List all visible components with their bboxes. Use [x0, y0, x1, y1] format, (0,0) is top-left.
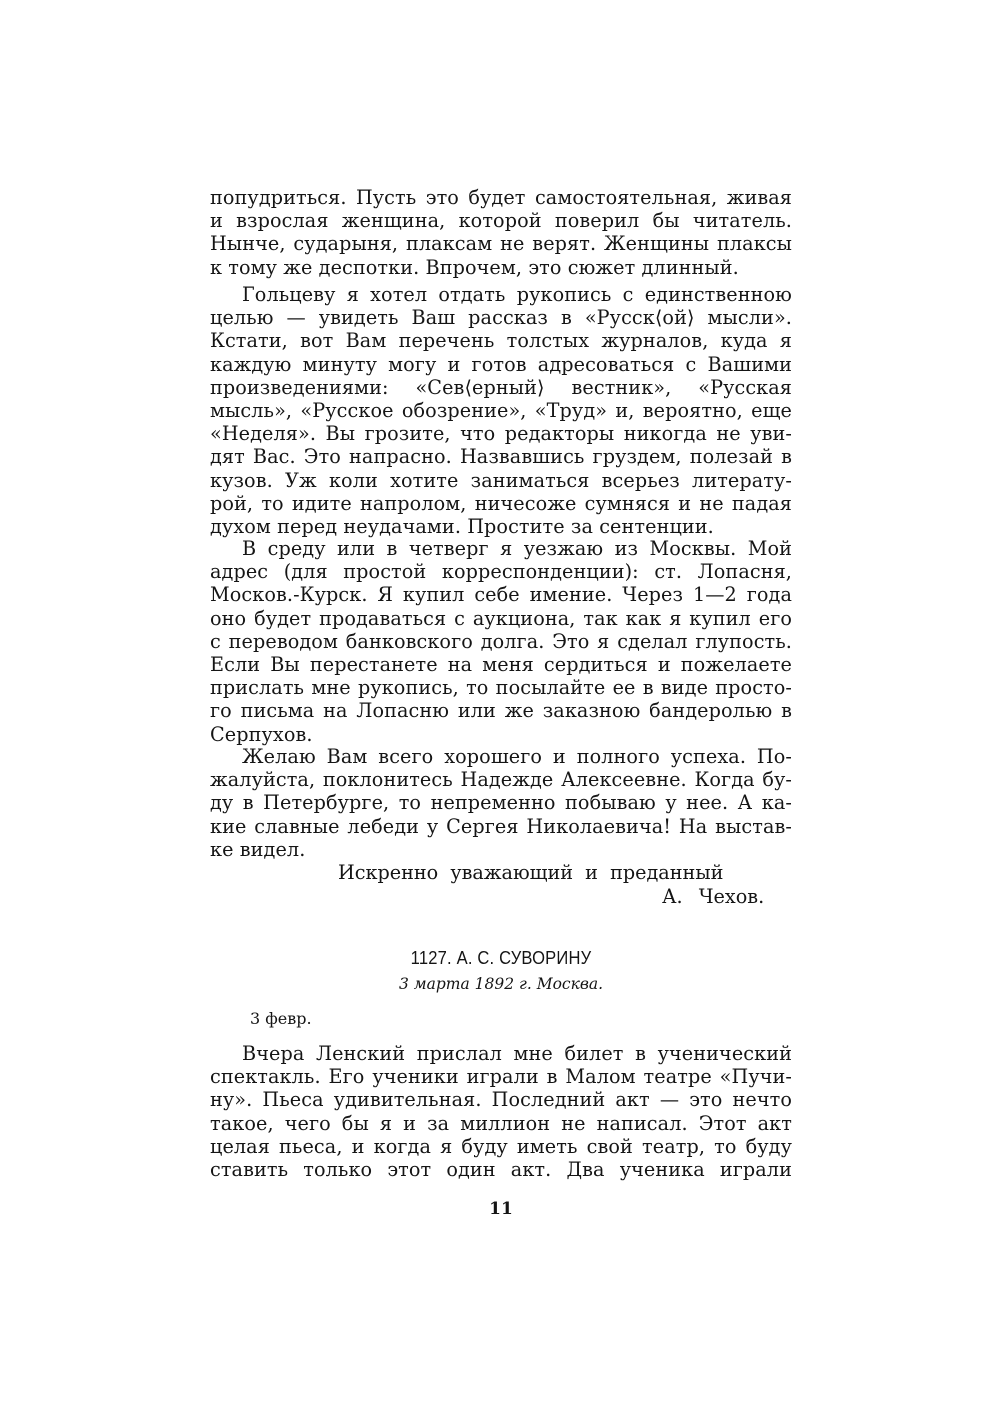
paragraph-lensky-ticket: [210, 1042, 792, 1181]
text-line: спектакль. Его ученики играли в Малом театре «Пучи-: [210, 1065, 792, 1089]
letter-heading: 1127. А. С. СУВОРИНУ: [410, 948, 592, 968]
text-line: рой, то идите напролом, ничесоже сумняся и не падая: [210, 491, 792, 515]
text-line: «Неделя». Вы грозите, что редакторы никогда не уви-: [210, 422, 792, 446]
text-line: целая пьеса, и когда я буду иметь свой театр, то буду: [210, 1134, 792, 1158]
text-line: Москов.-Курск. Я купил себе имение. Через 1—2 года: [210, 583, 792, 607]
text-line: мысль», «Русское обозрение», «Труд» и, вероятно, еще: [210, 398, 792, 422]
text-line: Нынче, сударыня, плаксам не верят. Женщины плаксы: [210, 232, 792, 256]
text-line: к тому же деспотки. Впрочем, это сюжет длинный.: [210, 255, 739, 279]
text-line: жалуйста, поклонитесь Надежде Алексеевне. Когда бу-: [210, 768, 792, 792]
paragraph-wishes: [210, 745, 792, 861]
text-line: дят Вас. Это напрасно. Назвавшись груздем, полезай в: [210, 445, 792, 469]
text-line: оно будет продаваться с аукциона, так как я купил его: [210, 606, 792, 630]
page-number: 11: [489, 1199, 513, 1219]
letter-date-note: 3 февр.: [250, 1009, 312, 1028]
paragraph-journals: [210, 283, 792, 538]
paragraph-address: [210, 537, 792, 746]
text-line: Желаю Вам всего хорошего и полного успеха. По-: [242, 745, 792, 768]
text-line: ду в Петербурге, то непременно побываю у нее. А ка-: [210, 791, 792, 815]
text-line: духом перед неудачами. Простите за сентенции.: [210, 514, 714, 538]
letter-date-line: 3 марта 1892 г. Москва.: [398, 975, 604, 993]
text-line: целью — увидеть Ваш рассказ в «Русск⟨ой⟩ мысли».: [210, 306, 792, 330]
text-line: Вчера Ленский прислал мне билет в ученический: [242, 1042, 792, 1065]
text-line: ке видел.: [210, 837, 306, 861]
text-line: Кстати, вот Вам перечень толстых журналов, куда я: [210, 329, 792, 353]
text-line: каждую минуту могу и готов адресоваться с Вашими: [210, 352, 792, 376]
text-line: кие славные лебеди у Сергея Николаевича! На выстав-: [210, 814, 792, 838]
text-line: попудриться. Пусть это будет самостоятельная, живая: [210, 186, 792, 209]
text-line: прислать мне рукопись, то посылайте ее в виде просто-: [210, 676, 792, 700]
text-line: и взрослая женщина, которой поверил бы читатель.: [210, 209, 792, 233]
text-line: такое, чего бы я и за миллион не написал. Этот акт: [210, 1111, 792, 1135]
text-line: Если Вы перестанете на меня сердиться и пожелаете: [210, 652, 792, 676]
paragraph-closing-thought: [210, 186, 792, 279]
text-line: ну». Пьеса удивительная. Последний акт — это нечто: [210, 1088, 792, 1112]
letter-signoff: Искренно уважающий и преданный: [338, 861, 724, 884]
text-line: Серпухов.: [210, 722, 313, 746]
text-line: кузов. Уж коли хотите заниматься всерьез литерату-: [210, 468, 792, 492]
text-line: Гольцеву я хотел отдать рукопись с единственною: [242, 283, 792, 306]
text-line: произведениями: «Сев⟨ерный⟩ вестник», «Русская: [210, 375, 792, 399]
text-line: го письма на Лопасню или же заказною бандеролью в: [210, 699, 792, 723]
text-line: с переводом банковского долга. Это я сделал глупость.: [210, 629, 792, 653]
letter-signature: А. Чехов.: [662, 885, 765, 908]
text-line: ставить только этот один акт. Два ученика играли: [210, 1157, 792, 1181]
text-line: адрес (для простой корреспонденции): ст. Лопасня,: [210, 560, 792, 584]
text-line: В среду или в четверг я уезжаю из Москвы. Мой: [242, 537, 792, 560]
